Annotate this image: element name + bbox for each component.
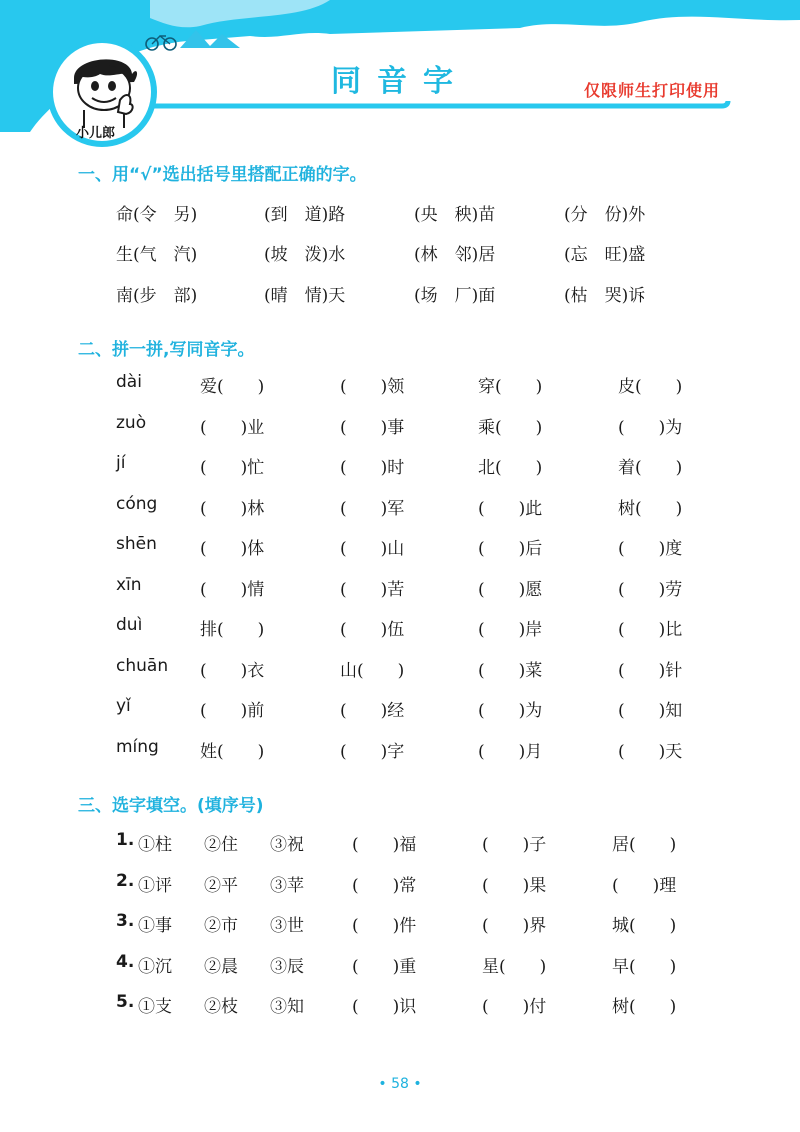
pinyin-label: chuān	[116, 656, 169, 676]
fill-blank-item[interactable]: ( )后	[478, 539, 543, 559]
option-char: ③苹	[270, 876, 304, 896]
fill-blank-item[interactable]: ( )果	[482, 876, 547, 896]
usage-badge: 仅限师生打印使用	[584, 81, 721, 100]
select-fill-row	[0, 830, 800, 856]
fill-blank-item[interactable]: ( )件	[352, 916, 417, 936]
select-fill-row	[0, 992, 800, 1018]
option-char: ②枝	[204, 997, 238, 1017]
option-char: ①事	[138, 916, 172, 936]
fill-blank-item[interactable]: 着( )	[618, 458, 683, 478]
pinyin-row	[0, 696, 800, 722]
fill-blank-item[interactable]: ( )愿	[478, 580, 543, 600]
fill-blank-item[interactable]: ( )此	[478, 499, 543, 519]
fill-blank-item[interactable]: ( )针	[618, 661, 683, 681]
question-number: 5.	[116, 992, 135, 1012]
section-2-heading: 二、拼一拼,写同音字。	[78, 340, 255, 360]
option-char: ②平	[204, 876, 238, 896]
fill-blank-item[interactable]: ( )衣	[200, 661, 265, 681]
pinyin-label: míng	[116, 737, 159, 757]
pinyin-label: yǐ	[116, 696, 131, 716]
option-char: ③知	[270, 997, 304, 1017]
pinyin-label: duì	[116, 615, 143, 635]
fill-blank-item[interactable]: ( )重	[352, 957, 417, 977]
fill-blank-item[interactable]: 爱( )	[200, 377, 265, 397]
fill-blank-item[interactable]: ( )常	[352, 876, 417, 896]
fill-blank-item[interactable]: 居( )	[612, 835, 677, 855]
section-1-row	[0, 200, 800, 226]
fill-blank-item[interactable]: 皮( )	[618, 377, 683, 397]
fill-blank-item[interactable]: 树( )	[618, 499, 683, 519]
fill-blank-item[interactable]: ( )为	[618, 418, 683, 438]
pinyin-row	[0, 494, 800, 520]
select-fill-row	[0, 952, 800, 978]
fill-blank-item[interactable]: 排( )	[200, 620, 265, 640]
fill-blank-item[interactable]: ( )领	[340, 377, 405, 397]
fill-blank-item[interactable]: ( )理	[612, 876, 677, 896]
fill-blank-item[interactable]: ( )山	[340, 539, 405, 559]
choice-item[interactable]: (枯 哭)诉	[564, 286, 646, 306]
option-char: ①柱	[138, 835, 172, 855]
option-char: ②市	[204, 916, 238, 936]
section-1-row	[0, 281, 800, 307]
fill-blank-item[interactable]: 城( )	[612, 916, 677, 936]
choice-item[interactable]: (林 邻)居	[414, 245, 496, 265]
option-char: ②住	[204, 835, 238, 855]
choice-item[interactable]: (到 道)路	[264, 205, 346, 225]
choice-item[interactable]: (晴 情)天	[264, 286, 346, 306]
fill-blank-item[interactable]: 北( )	[478, 458, 543, 478]
fill-blank-item[interactable]: ( )情	[200, 580, 265, 600]
fill-blank-item[interactable]: ( )军	[340, 499, 405, 519]
pinyin-row	[0, 615, 800, 641]
pinyin-label: cóng	[116, 494, 158, 514]
fill-blank-item[interactable]: 星( )	[482, 957, 547, 977]
option-char: ②晨	[204, 957, 238, 977]
choice-item[interactable]: (忘 旺)盛	[564, 245, 646, 265]
fill-blank-item[interactable]: ( )林	[200, 499, 265, 519]
page-number: • 58 •	[378, 1076, 422, 1092]
fill-blank-item[interactable]: 山( )	[340, 661, 405, 681]
choice-item[interactable]: 南(步 部)	[116, 286, 198, 306]
pinyin-row	[0, 372, 800, 398]
section-1-row	[0, 240, 800, 266]
pinyin-label: dài	[116, 372, 142, 392]
fill-blank-item[interactable]: 早( )	[612, 957, 677, 977]
pinyin-row	[0, 534, 800, 560]
question-number: 3.	[116, 911, 135, 931]
section-3-heading: 三、选字填空。(填序号)	[78, 796, 264, 816]
fill-blank-item[interactable]: ( )菜	[478, 661, 543, 681]
option-char: ③世	[270, 916, 304, 936]
pinyin-row	[0, 453, 800, 479]
choice-item[interactable]: (央 秧)苗	[414, 205, 496, 225]
select-fill-row	[0, 911, 800, 937]
fill-blank-item[interactable]: ( )事	[340, 418, 405, 438]
fill-blank-item[interactable]: ( )比	[618, 620, 683, 640]
pinyin-row	[0, 656, 800, 682]
fill-blank-item[interactable]: ( )子	[482, 835, 547, 855]
fill-blank-item[interactable]: 乘( )	[478, 418, 543, 438]
fill-blank-item[interactable]: ( )体	[200, 539, 265, 559]
pinyin-label: jí	[116, 453, 126, 473]
choice-item[interactable]: 生(气 汽)	[116, 245, 198, 265]
fill-blank-item[interactable]: ( )月	[478, 742, 543, 762]
select-fill-row	[0, 871, 800, 897]
question-number: 4.	[116, 952, 135, 972]
fill-blank-item[interactable]: ( )时	[340, 458, 405, 478]
pinyin-row	[0, 737, 800, 763]
fill-blank-item[interactable]: ( )经	[340, 701, 405, 721]
fill-blank-item[interactable]: ( )业	[200, 418, 265, 438]
option-char: ①支	[138, 997, 172, 1017]
mascot-boy-icon	[60, 48, 146, 128]
fill-blank-item[interactable]: 穿( )	[478, 377, 543, 397]
fill-blank-item[interactable]: ( )福	[352, 835, 417, 855]
option-char: ③祝	[270, 835, 304, 855]
fill-blank-item[interactable]: ( )识	[352, 997, 417, 1017]
question-number: 2.	[116, 871, 135, 891]
mascot-label: 小儿郎	[76, 126, 116, 141]
fill-blank-item[interactable]: ( )岸	[478, 620, 543, 640]
fill-blank-item[interactable]: 姓( )	[200, 742, 265, 762]
pinyin-row	[0, 575, 800, 601]
fill-blank-item[interactable]: ( )界	[482, 916, 547, 936]
fill-blank-item[interactable]: ( )付	[482, 997, 547, 1017]
page-title: 同音字	[331, 64, 469, 99]
fill-blank-item[interactable]: ( )天	[618, 742, 683, 762]
choice-item[interactable]: 命(令 另)	[116, 205, 198, 225]
fill-blank-item[interactable]: 树( )	[612, 997, 677, 1017]
choice-item[interactable]: (坡 泼)水	[264, 245, 346, 265]
section-1-heading: 一、用“√”选出括号里搭配正确的字。	[78, 165, 367, 185]
fill-blank-item[interactable]: ( )前	[200, 701, 265, 721]
fill-blank-item[interactable]: ( )伍	[340, 620, 405, 640]
fill-blank-item[interactable]: ( )字	[340, 742, 405, 762]
pinyin-label: zuò	[116, 413, 147, 433]
pinyin-label: xīn	[116, 575, 142, 595]
question-number: 1.	[116, 830, 135, 850]
fill-blank-item[interactable]: ( )苦	[340, 580, 405, 600]
fill-blank-item[interactable]: ( )度	[618, 539, 683, 559]
option-char: ①评	[138, 876, 172, 896]
choice-item[interactable]: (场 厂)面	[414, 286, 496, 306]
option-char: ③辰	[270, 957, 304, 977]
fill-blank-item[interactable]: ( )知	[618, 701, 683, 721]
pinyin-label: shēn	[116, 534, 157, 554]
fill-blank-item[interactable]: ( )为	[478, 701, 543, 721]
choice-item[interactable]: (分 份)外	[564, 205, 646, 225]
option-char: ①沉	[138, 957, 172, 977]
fill-blank-item[interactable]: ( )忙	[200, 458, 265, 478]
pinyin-row	[0, 413, 800, 439]
fill-blank-item[interactable]: ( )劳	[618, 580, 683, 600]
